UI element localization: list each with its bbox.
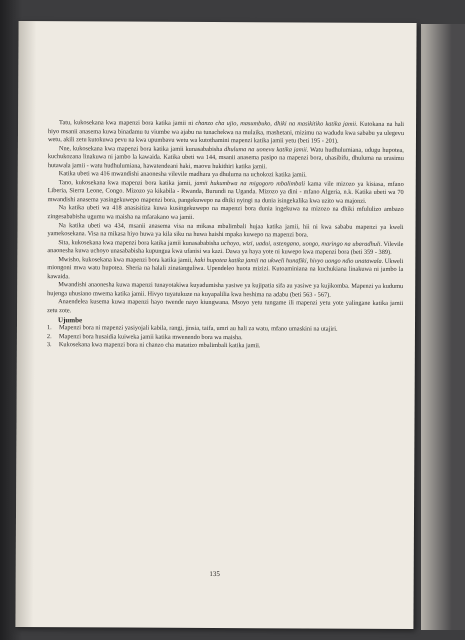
paragraph-text: Nne, kukosekana kwa mapenzi bora katika jamii kunasababisha: [58, 144, 225, 153]
emphasis-text: jamii hukumbwa na migogoro mbalimbali: [194, 179, 306, 188]
paragraph-text: . Ukweli miongoni mwa watu hupotea. Sheria na halali zinatanguliwa. Upendeleo huota mizizi. Kutoaminiana na kuchukiana linakuwa ni jambo la kawaida.: [47, 257, 404, 281]
paragraph-text: . Kutokana na hali hiyo msanii anasema kuwa binadamu tu viumbe wa ajabu na tunachekwa na mulaika, mashetani, mizimu na wadudu kwa sababu ya ulegevu wetu, akili zetu kutokuwa pevu na kwa upumbavu wetu wa kutothamini mapenzi katika jamii yetu (beti 195 - 201).: [47, 120, 405, 145]
paragraph: [48, 145, 404, 173]
paragraph: [47, 299, 403, 318]
ujumbe-heading: Ujumbe: [58, 315, 83, 324]
paragraph-text: Sita, kukosekana kwa mapenzi bora katika jamii kunasababisha: [58, 238, 221, 247]
list-item: [47, 341, 403, 351]
list-item-text: Mapenzi bora ni mapenzi yasiyojali kabila, rangi, jinsia, taifa, umri au hali za watu, mfano umaskini na utajiri.: [58, 324, 338, 333]
paragraph-text: Na katika ubeti wa 418 anasisitiza kuwa kusingekuwepo na mapenzi bora dunia ingekuwa na mizozo na dhiki mfululizo ambazo zingesababisha ugumu wa maisha na mfarakano wa jamii.: [47, 204, 404, 221]
list-item-number: 1.: [46, 324, 52, 332]
paragraph-text: Anaendelea kusema kuwa mapenzi hayo twende nayo kiungwana. Msoyo yetu tungame ili mapenzi yetu yote yalingane katika jamii zetu zote.: [47, 298, 404, 315]
paragraph: [47, 256, 403, 284]
paragraph-text: Mwisho, kukosekana kwa mapenzi bora katika jamii,: [58, 255, 195, 264]
paragraph-text: . Watu hudhulumiana, udugu hupotea, kuchukozana linakuwa ni jambo la kawaida. Katika ubeti wa 144, msanii anasema pasipo na mapenzi bora, uhasibifu, dhuluma na urasimu hutawala jamii - watu hudhulumiana, hawatendeani haki, maovu hukithiri katika jamii.: [47, 146, 404, 170]
page-number: 135: [209, 569, 220, 579]
paragraph: [47, 222, 403, 241]
paragraphs: [47, 119, 404, 317]
paragraph: [48, 179, 404, 207]
emphasis-text: haki hupotea katika jamii na ukweli hunafiki, hivyo uongo ndio unatawala: [194, 256, 382, 265]
book-page: [15, 21, 416, 629]
paragraph-text: . Vilevile anaonesha kuwa uchoyo unasababisha kupungua kwa ufanisi wa kazi. Dawa ya haya yote ni kuwepo kwa mapenzi bora (beti 359 - 389).: [47, 240, 404, 257]
paragraph: [48, 205, 404, 224]
paragraph-text: Na katika ubeti wa 434, msanii anasema visa na mikasa mbalimbali hujaa katika jamii, hii ni kwa sababu mapenzi ya kweli yamekosekana. Visa na mikasa hiyo huwa ya kila siku na huwa haishi mpaka kuwepo na mapenzi bora.: [47, 221, 404, 239]
paragraph-text: Tatu, kukosekana kwa mapenzi bora katika jamii ni: [59, 119, 196, 127]
list-item-number: 3.: [46, 341, 52, 349]
emphasis-text: dhuluma na uonevu katika jamii: [224, 145, 307, 154]
paragraph-text: Tano, kukosekana kwa mapenzi bora katika jamii,: [58, 179, 195, 187]
list-item-number: 2.: [46, 332, 52, 340]
emphasis-text: uchoyo, wizi, uadui, ustengano, uongo, maringo na ubaradhuli: [220, 239, 381, 248]
paragraph: [47, 282, 403, 301]
paragraph-text: kama vile mizozo ya kisiasa, mfano Liberia, Sierra Leone, Congo. Mizozo ya kikabila - Rwanda, Burundi na Uganda. Mizozo ya dini - mfano Algeria, n.k. Katika ubeti wa 70 mwandishi anasema yasingekuwepo mapenzi bora, pangekuwepo na dhiki nyingi na dunia isingekalika kwa uzito wa majonzi.: [47, 180, 404, 205]
body-text: [47, 119, 404, 352]
emphasis-text: chanzo cha ujio, masumbuko, dhiki na masikitiko katika jamii: [195, 119, 357, 128]
scan-right-edge: [421, 24, 465, 630]
ujumbe-list: [47, 324, 403, 352]
paragraph-text: Mwandishi anaonesha kuwa mapenzi tunayotakiwa kuyadumisha yasiwe ya kujipatia sifa au yasiwe ya kujikomba. Mapenzi ya kudumu hujenga uhusiano mwema katika jamii. Hivyo tuyatukuze na kuyapalilia kwa heshima na adabu (beti 563 - 567).: [47, 281, 404, 299]
paragraph: [48, 119, 404, 147]
list-item-text: Mapenzi bora husaidia kuiweka jamii katika mwenendo bora wa maisha.: [58, 332, 243, 341]
paragraph-text: Katika ubeti wa 416 mwandishi anaonesha vilevile madhara ya dhuluma na uchokozi katika jamii.: [58, 170, 307, 179]
list-item-text: Kukosekana kwa mapenzi bora ni chanzo cha matatizo mbalimbali katika jamii.: [58, 341, 261, 350]
paragraph: [47, 239, 403, 258]
